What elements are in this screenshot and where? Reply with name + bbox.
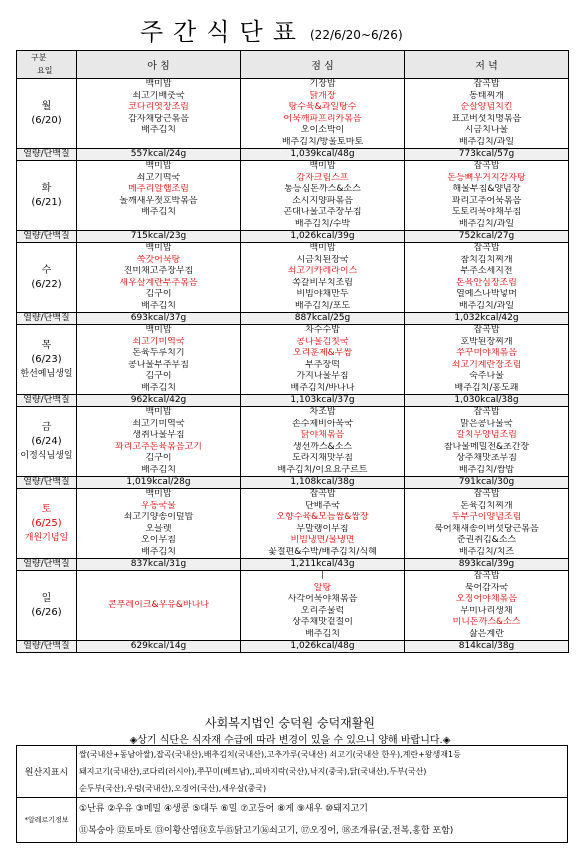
kcal-value: 1,026kcal/39g — [241, 231, 405, 243]
breakfast-cell — [77, 407, 241, 477]
dish-item: 해물부침&양념장 — [452, 184, 521, 194]
dish-item: 부추소세지전 — [460, 266, 513, 276]
dish-item: 배추김치/포도 — [294, 300, 351, 311]
info-table — [16, 745, 568, 843]
day-event: 한선예님생일 — [20, 368, 73, 379]
kcal-value: 693kcal/37g — [77, 313, 241, 325]
kcal-value: 1,019kcal/28g — [77, 477, 241, 489]
dish-item: 오리주물럭 — [300, 605, 345, 616]
dish-item: 배추김치/치즈 — [458, 546, 515, 557]
header-breakfast: 아 침 — [77, 51, 241, 79]
dish-item: 북어감자국 — [464, 582, 509, 593]
dish-item: 무말랭이무침 — [296, 523, 349, 534]
dish-item: 꽃절편&수박/배추김치/식혜 — [268, 546, 377, 557]
lunch-cell — [241, 325, 405, 395]
kcal-value: 962kcal/42g — [77, 395, 241, 407]
dinner-cell — [405, 243, 569, 313]
dish-item: ㅣ — [318, 571, 327, 581]
dish-item: 감자크림스프 — [296, 172, 349, 183]
dish-item: 오믈렛 — [145, 523, 172, 534]
day-date: (6/22) — [31, 278, 62, 290]
kcal-value: 629kcal/14g — [77, 641, 241, 653]
dish-item: 어묵깨파프리카볶음 — [283, 113, 362, 124]
kcal-value: 1,103kcal/37g — [241, 395, 405, 407]
origin-line: 돼지고기(국내산),코다리(러시아),쭈꾸미(베트남),,피바지락(국산),낙지(중국),닭(국내산),두부(국산) — [79, 767, 427, 776]
dish-item: 오이무침 — [141, 535, 176, 545]
dish-item: 시금치된장국 — [296, 254, 349, 265]
allergy-line: ①난류 ②우유 ③메밀 ④생콩 ⑤대두 ⑥밀 ⑦고등어 ⑧게 ⑨새우 ⑩돼지고기 — [79, 804, 369, 814]
dish-item: 오향수육&모듬쌈&쌈장 — [276, 512, 369, 522]
organization-name: 사회복지법인 숭덕원 숭덕재활원 — [205, 716, 375, 730]
dish-item: 콩나물부추무침 — [128, 359, 189, 370]
dish-item: 코다리엿장조림 — [128, 102, 189, 112]
dish-item: 미니돈까스&소스 — [452, 617, 521, 627]
day-row — [17, 407, 569, 477]
dish-item: 잡곡밥 — [473, 243, 500, 253]
dish-item: 쇠고기배춧국 — [132, 90, 185, 101]
kcal-label: 열량/단백질 — [17, 641, 77, 653]
dish-item: 배추김치/과일 — [458, 136, 515, 147]
day-date: (6/20) — [31, 114, 62, 126]
title-date-range: (22/6/20~6/26) — [310, 28, 403, 42]
kcal-value: 791kcal/30g — [405, 477, 569, 489]
kcal-label: 열량/단백질 — [17, 559, 77, 571]
dish-item: 소시지양파볶음 — [292, 195, 353, 206]
dinner-cell — [405, 571, 569, 641]
dish-item: 콩나물김칫국 — [296, 336, 349, 347]
kcal-value: 1,211kcal/43g — [241, 559, 405, 571]
weekly-menu-table — [16, 50, 569, 653]
breakfast-cell — [77, 571, 241, 641]
dinner-cell — [405, 407, 569, 477]
header-category: 구분 — [31, 53, 47, 62]
dish-item: 상추채맛초무침 — [456, 453, 517, 463]
dish-item: 닭야채볶음 — [300, 430, 345, 440]
dish-item: 오징어야채볶음 — [456, 594, 517, 604]
dish-item: 무미나리생채 — [460, 605, 513, 616]
title-main: 주간식단표 — [140, 18, 306, 46]
dish-item: 우동국물 — [141, 500, 176, 511]
kcal-label: 열량/단백질 — [17, 149, 77, 161]
kcal-value: 773kcal/57g — [405, 149, 569, 161]
day-cell — [17, 243, 77, 313]
dish-item: 도라지채맛무침 — [292, 453, 353, 463]
day-cell — [17, 571, 77, 641]
dish-item: 참치김치찌개 — [460, 254, 513, 265]
page-title — [0, 6, 580, 50]
dish-item: 표고버섯치명볶음 — [451, 113, 522, 124]
dish-item: 차조밥 — [309, 407, 336, 417]
header-dinner: 저 녁 — [405, 51, 569, 79]
lunch-cell — [241, 79, 405, 149]
day-event: 이정식님생일 — [20, 450, 73, 461]
kcal-value: 715kcal/23g — [77, 231, 241, 243]
dinner-cell — [405, 161, 569, 231]
day-cell — [17, 161, 77, 231]
dish-item: 꽈리고추돈육볶음고기 — [115, 441, 202, 452]
dish-item: 쇠고기미역국 — [132, 336, 185, 347]
origin-line: 쌀(국내산+동남아쌀),잡곡(국내산),배추김치(국내산),고추가루(국내산) 쇠고기(국내산 한우),계란+왕생재1등 — [79, 750, 461, 759]
dish-item: 오이소박이 — [300, 125, 345, 135]
day-row — [17, 489, 569, 559]
day-name: 일 — [41, 592, 52, 604]
day-name: 월 — [41, 100, 52, 112]
dish-item: 탕수육&과일탕수 — [288, 102, 357, 112]
dish-item: 백미밥 — [309, 161, 336, 171]
day-row — [17, 79, 569, 149]
change-notice: ◈상기 식단은 식자재 수급에 따라 변경이 있을 수 있으니 양해 바랍니다.◈ — [129, 735, 451, 746]
dish-item: 단배추국 — [305, 500, 340, 511]
dinner-cell — [405, 325, 569, 395]
lunch-cell — [241, 407, 405, 477]
dish-item: 쪽갈비무치조림 — [292, 277, 353, 288]
dish-item: 쇠고기카레라이스 — [287, 266, 358, 276]
dish-item: 차수수밥 — [305, 325, 340, 335]
kcal-value: 1,026kcal/48g — [241, 641, 405, 653]
kcal-row — [17, 149, 569, 161]
kcal-label: 열량/단백질 — [17, 477, 77, 489]
breakfast-cell — [77, 325, 241, 395]
dish-item: 닭개장 — [309, 90, 336, 101]
dish-item: 백미밥 — [145, 79, 172, 89]
dish-item: 김구이 — [145, 289, 172, 299]
dish-item: 돈등뼈우거지감자탕 — [447, 172, 526, 183]
origin-line: 순두부(국산),우렁(국내산),오징어(국산),새우살(중국) — [79, 784, 267, 793]
dish-item: 손수제비아욱국 — [292, 418, 353, 429]
kcal-row — [17, 313, 569, 325]
dish-item: 배추김치 — [141, 464, 176, 475]
day-date: (6/24) — [31, 435, 62, 447]
dish-item: 배추김치/쌈밥 — [458, 464, 515, 475]
lunch-cell — [241, 161, 405, 231]
dish-item: 잡곡밥 — [473, 407, 500, 417]
dish-item: 돈육김치찌개 — [460, 500, 513, 511]
dish-item: 가지나물무침 — [296, 371, 349, 381]
day-name: 금 — [41, 421, 52, 433]
dish-item: 배추김치/수박 — [294, 218, 351, 229]
day-cell — [17, 407, 77, 477]
dish-item: 배추김치 — [141, 300, 176, 311]
dish-item: 알탕 — [313, 582, 332, 593]
day-name: 목 — [41, 339, 52, 351]
dish-item: 시금치나물 — [464, 125, 509, 135]
day-cell — [17, 489, 77, 559]
dish-item: 기장밥 — [309, 79, 336, 89]
day-event: 개원기념일 — [24, 532, 69, 543]
dish-item: 잡곡밥 — [473, 325, 500, 335]
dish-item: 배추김치/바나나 — [290, 382, 355, 393]
allergy-content — [77, 798, 568, 843]
dish-item: 쇠고기계란장조림 — [451, 359, 522, 370]
lunch-cell — [241, 489, 405, 559]
kcal-value: 1,030kcal/38g — [405, 395, 569, 407]
dish-item: 통등심돈까스&소스 — [284, 184, 361, 194]
dish-item: 새우살계란부추볶음 — [119, 277, 198, 288]
dish-item: 비빔냉면/물냉면 — [290, 535, 355, 545]
dish-item: 백미밥 — [145, 407, 172, 417]
dish-item: 순살양념치킨 — [460, 102, 513, 112]
dish-item: 잡곡밥 — [309, 489, 336, 499]
dish-item: 맑은콩나물국 — [460, 418, 513, 429]
breakfast-cell — [77, 79, 241, 149]
kcal-row — [17, 477, 569, 489]
day-row — [17, 325, 569, 395]
day-name: 화 — [41, 182, 52, 194]
dish-item: 잡곡밥 — [473, 489, 500, 499]
dish-item: 꽈리고추어묵볶음 — [451, 195, 522, 206]
dish-item: 동태찌개 — [469, 90, 504, 101]
dish-item: 돌깨새우젓호박볶음 — [119, 195, 198, 206]
dish-item: 배추김치/과일 — [458, 300, 515, 311]
dish-item: 쇠고기미역국 — [132, 418, 185, 429]
dish-item: 호박된장찌개 — [460, 336, 513, 347]
dish-item: 숙주나물 — [469, 371, 504, 381]
kcal-row — [17, 231, 569, 243]
dish-item: 참나물메밀전&초간장 — [443, 441, 530, 452]
kcal-row — [17, 559, 569, 571]
dish-item: 돈육두루치기 — [132, 348, 185, 358]
day-row — [17, 161, 569, 231]
kcal-value: 837kcal/31g — [77, 559, 241, 571]
kcal-label: 열량/단백질 — [17, 395, 77, 407]
dish-item: 열예스나박넣머 — [456, 289, 517, 299]
dish-item: 돈육안심장조림 — [456, 277, 517, 288]
day-row — [17, 571, 569, 641]
dish-item: 두부구이양념조림 — [451, 512, 522, 522]
day-date: (6/25) — [31, 517, 62, 529]
breakfast-cell — [77, 243, 241, 313]
lunch-cell — [241, 243, 405, 313]
dish-item: 쭈꾸미야채볶음 — [456, 348, 517, 358]
dish-item: 비빔야채만두 — [296, 289, 349, 299]
kcal-label: 열량/단백질 — [17, 231, 77, 243]
kcal-value: 1,108kcal/38g — [241, 477, 405, 489]
dish-item: 잡곡밥 — [473, 571, 500, 581]
dish-item: 백미밥 — [145, 325, 172, 335]
dish-item: 오리훈제&무쌈 — [292, 348, 353, 358]
dish-item: 북어채새송이버섯당근볶음 — [434, 523, 539, 534]
dish-item: 배추김치 — [141, 546, 176, 557]
dish-item: 배추김치/방울토마토 — [281, 136, 364, 147]
dish-item: 곤대나물고추장무침 — [283, 207, 362, 217]
day-name: 수 — [41, 264, 52, 276]
dish-item: 생취나물무침 — [132, 430, 185, 440]
header-weekday: 요일 — [37, 66, 53, 75]
dinner-cell — [405, 489, 569, 559]
dish-item: 백미밥 — [145, 161, 172, 171]
dish-item: 준권취김&소스 — [456, 535, 517, 545]
dish-item: 진미채고추장무침 — [123, 266, 194, 276]
day-date: (6/21) — [31, 196, 62, 208]
day-row — [17, 243, 569, 313]
dish-item: 삶은계란 — [469, 628, 504, 639]
dish-item: 배추김치 — [141, 125, 176, 135]
kcal-value: 887kcal/25g — [241, 313, 405, 325]
day-date: (6/23) — [31, 353, 62, 365]
origin-label: 원산지표시 — [17, 746, 77, 798]
kcal-value: 1,032kcal/42g — [405, 313, 569, 325]
dish-item: 콘푸레이크&우유&바나나 — [108, 599, 209, 610]
kcal-row — [17, 395, 569, 407]
dish-item: 생선까스&소스 — [292, 441, 353, 452]
dish-item: 배추김치/이요요구르트 — [277, 464, 368, 475]
breakfast-cell — [77, 161, 241, 231]
header-day-cell — [17, 51, 77, 79]
dish-item: 메추리알햄조림 — [128, 184, 189, 194]
breakfast-cell — [77, 489, 241, 559]
kcal-value: 814kcal/38g — [405, 641, 569, 653]
dish-item: 상추채맛겉절이 — [292, 617, 353, 627]
dish-item: 배추김치 — [305, 628, 340, 639]
dish-item: 사각어묵야채볶음 — [287, 594, 358, 604]
kcal-value: 1,039kcal/48g — [241, 149, 405, 161]
dish-item: 배추김치/과일 — [458, 218, 515, 229]
dish-item: 백미밥 — [145, 489, 172, 499]
day-name: 토 — [41, 503, 52, 515]
header-lunch: 점 심 — [241, 51, 405, 79]
allergy-label: *알레르기정보 — [17, 798, 77, 843]
dish-item: 쇠고기양송이덮밥 — [123, 512, 194, 522]
dish-item: 백미밥 — [309, 243, 336, 253]
dish-item: 김구이 — [145, 453, 172, 463]
dish-item: 배추김치 — [141, 207, 176, 217]
dinner-cell — [405, 79, 569, 149]
dish-item: 잡곡밥 — [473, 79, 500, 89]
kcal-value: 752kcal/27g — [405, 231, 569, 243]
kcal-row — [17, 641, 569, 653]
origin-content — [77, 746, 568, 798]
dish-item: 잡곡밥 — [473, 161, 500, 171]
allergy-line: ⑪복숭아 ⑫토마토 ⑬이황산염⑭호두⑮닭고기⑯쇠고기, ⑰오징어, ⑱조개류(굴,전복,홍합 포함) — [79, 826, 454, 836]
dish-item: 쇠고기떡국 — [136, 172, 181, 183]
dish-item: 갈치무양념조림 — [456, 430, 517, 440]
kcal-label: 열량/단백질 — [17, 313, 77, 325]
dish-item: 김구이 — [145, 371, 172, 381]
lunch-cell — [241, 571, 405, 641]
day-date: (6/26) — [31, 606, 62, 618]
kcal-value: 893kcal/39g — [405, 559, 569, 571]
day-cell — [17, 79, 77, 149]
dish-item: 감자채당근볶음 — [128, 113, 189, 124]
day-cell — [17, 325, 77, 395]
dish-item: 도토리묵야채무침 — [451, 207, 522, 217]
dish-item: 배추김치/홍도괘 — [454, 382, 519, 393]
kcal-value: 557kcal/24g — [77, 149, 241, 161]
dish-item: 부추장떡 — [305, 359, 340, 370]
dish-item: 배추김치 — [141, 382, 176, 393]
dish-item: 쑥갓어묵탕 — [136, 254, 181, 265]
dish-item: 백미밥 — [145, 243, 172, 253]
